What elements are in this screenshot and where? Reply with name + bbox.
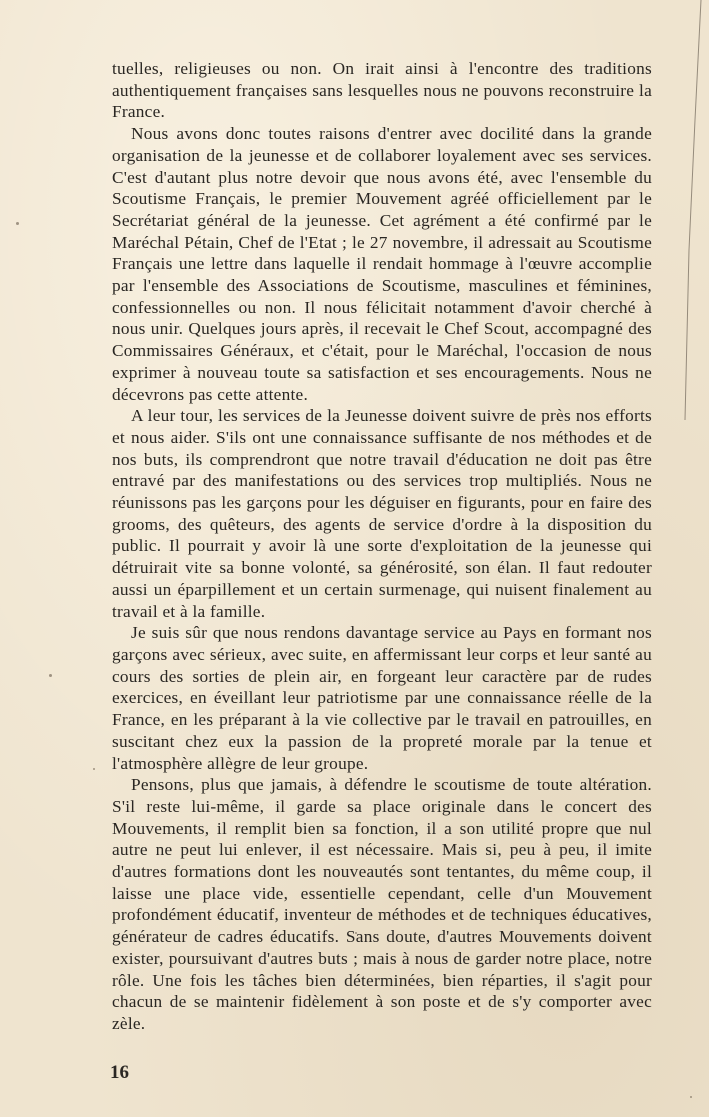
paragraph-formation: Je suis sûr que nous rendons davantage service au Pays en formant nos garçons avec sérieux, avec suite, en affermissant leur corps et leur santé au cours des sorties de plein air, en forgeant leur caractère par de rudes exercices, en éveillant leur patriotisme par une connaissance réelle de la France, en les préparant à la vie collective par le travail en patrouilles, en suscitant chez eux la passion de la propreté morale par la tenue et l'atmosphère allègre de leur groupe. — [112, 623, 652, 773]
page-fold-mark — [649, 0, 709, 420]
paragraph-continued: tuelles, religieuses ou non. On irait ainsi à l'encontre des traditions authentiquement françaises sans lesquelles nous ne pouvons reconstruire la France. — [112, 59, 652, 122]
page-number: 16 — [110, 1062, 129, 1083]
paragraph-defendre-scoutisme: Pensons, plus que jamais, à défendre le scoutisme de toute altération. S'il reste lui-même, il garde sa place originale dans le concert des Mouvements, il remplit bien sa fonction, il a son utilité propre que nul autre ne peut lui enlever, il est nécessaire. Mais si, peu à peu, il imite d'autres formations dont les nouveautés sont tentantes, du même coup, il laisse une place vide, essentielle cependant, celle d'un Mouvement profondément éducatif, inventeur de méthodes et de techniques éducatives, générateur de cadres éducatifs. Sans doute, d'autres Mouvements doivent exister, poursuivant d'autres buts ; mais à nous de garder notre place, notre rôle. Une fois les tâches bien déterminées, bien réparties, il s'agit pour chacun de se maintenir fidèlement à son poste et de s'y comporter avec zèle. — [112, 775, 652, 1033]
paragraph-organisation: Nous avons donc toutes raisons d'entrer avec docilité dans la grande organisation de la jeunesse et de collaborer loyalement avec ses services. C'est d'autant plus notre devoir que nous avons été, avec l'ensemble du Scoutisme Français, le premier Mouvement agréé officiellement par le Secrétariat général de la jeunesse. Cet agrément a été confirmé par le Maréchal Pétain, Chef de l'Etat ; le 27 novembre, il adressait au Scoutisme Français une lettre dans laquelle il rendait hommage à l'œuvre accomplie par l'ensemble des Associations de Scoutisme, masculines et féminines, confessionnelles ou non. Il nous félicitait notamment d'avoir cherché à nous unir. Quelques jours après, il recevait le Chef Scout, accompagné des Commissaires Généraux, et c'était, pour le Maréchal, l'occasion de nous exprimer à nouveau toute sa satisfaction et ses encouragements. Nous ne décevrons pas cette attente. — [112, 124, 652, 404]
body-text — [112, 58, 652, 1035]
paragraph-services-jeunesse: A leur tour, les services de la Jeunesse doivent suivre de près nos efforts et nous aider. S'ils ont une connaissance suffisante de nos méthodes et de nos buts, ils comprendront que notre travail d'éducation ne doit pas être entravé par des manifestations ou des services trop multipliés. Nous ne réunissons pas les garçons pour les déguiser en figurants, pour en faire des grooms, des quêteurs, des agents de service d'ordre à la disposition du public. Il pourrait y avoir là une sorte d'exploitation de la jeunesse qui détruirait vite sa bonne volonté, sa générosité, son élan. Il faut redouter aussi un éparpillement et un certain surmenage, qui nuisent finalement au travail et à la famille. — [112, 406, 652, 621]
